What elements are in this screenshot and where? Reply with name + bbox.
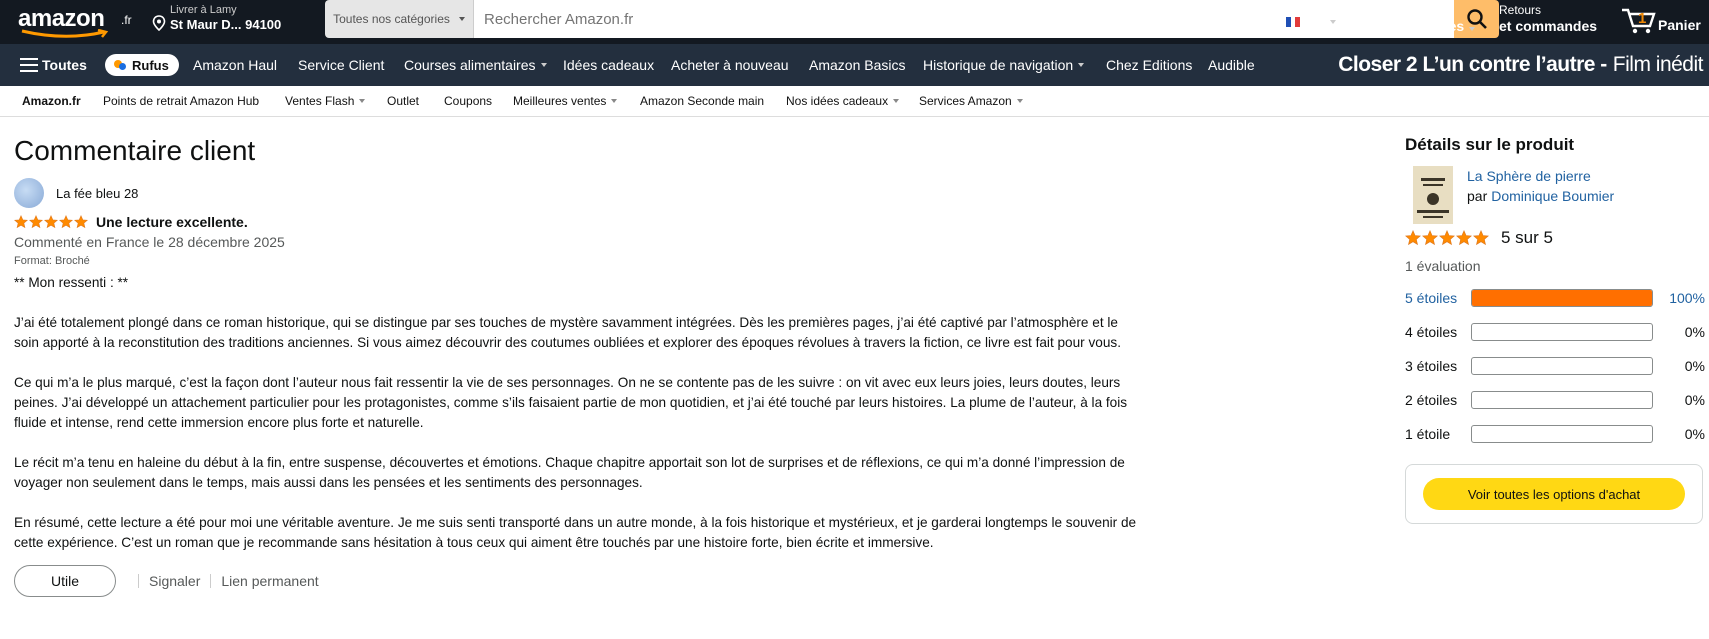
- review-date: Commenté en France le 28 décembre 2025: [14, 234, 285, 250]
- nav-item-acheter-nouveau[interactable]: Acheter à nouveau: [671, 57, 789, 73]
- histogram-bar: [1471, 357, 1653, 375]
- amazon-logo[interactable]: amazon .fr: [18, 3, 138, 39]
- cart-count: 1: [1638, 10, 1647, 27]
- permalink-link[interactable]: Lien permanent: [221, 573, 319, 589]
- review-body: [14, 273, 1144, 553]
- nav-item-audible[interactable]: Audible: [1208, 57, 1255, 73]
- subnav-item-coupons[interactable]: Coupons: [444, 94, 493, 108]
- chevron-down-icon: [893, 99, 899, 103]
- top-header: [0, 0, 1709, 44]
- account-lists[interactable]: Bonjour Editions Compte et listes: [1356, 3, 1475, 35]
- nav-item-amazon-haul[interactable]: Amazon Haul: [193, 57, 278, 73]
- nav-item-service-client[interactable]: Service Client: [298, 57, 385, 73]
- star-icon: [59, 215, 73, 229]
- histogram-percent: 0%: [1684, 324, 1705, 340]
- report-link[interactable]: Signaler: [149, 573, 201, 589]
- review-title-row: [14, 214, 1144, 230]
- divider: [138, 574, 139, 588]
- subnav-item-ventes-flash[interactable]: Ventes Flash: [285, 86, 365, 116]
- histogram-bar: [1471, 323, 1653, 341]
- rating-text: 5 sur 5: [1501, 228, 1553, 247]
- avatar: [14, 178, 44, 208]
- histogram-row: [1405, 424, 1705, 444]
- subnav-item-meilleures-ventes[interactable]: Meilleures ventes: [513, 86, 617, 116]
- chevron-down-icon: [541, 63, 547, 67]
- star-icon: [44, 215, 58, 229]
- subnav-item-nos-idees[interactable]: Nos idées cadeaux: [786, 86, 899, 116]
- histogram-label: 4 étoiles: [1405, 324, 1458, 340]
- subnav-item-points-retrait[interactable]: Points de retrait Amazon Hub: [103, 94, 260, 108]
- smile-icon: [20, 29, 110, 39]
- nav-rufus[interactable]: Rufus: [105, 44, 179, 86]
- language-selector[interactable]: FR: [1286, 14, 1336, 29]
- rufus-icon: [113, 58, 127, 72]
- divider: [210, 574, 211, 588]
- histogram-label: 2 étoiles: [1405, 392, 1458, 408]
- nav-item-idees-cadeaux[interactable]: Idées cadeaux: [563, 57, 655, 73]
- helpful-button[interactable]: Utile: [14, 565, 116, 597]
- review-title: Une lecture excellente.: [96, 214, 248, 230]
- chevron-down-icon: [1078, 63, 1084, 67]
- subnav-item-amazon-fr[interactable]: Amazon.fr: [22, 94, 81, 108]
- review-paragraph: Le récit m’a tenu en haleine du début à la fin, entre suspense, découvertes et émotions. Chaque chapitre apportait son lot de surprises et de réflexions, ce qui m’a donné l’impression de voyager non seulement dans le temps, mais aussi dans les pensées et les sentiments des personnages.: [14, 455, 1125, 490]
- deliver-to[interactable]: [152, 3, 281, 33]
- nav-item-courses[interactable]: Courses alimentaires: [404, 44, 547, 86]
- review-actions: [14, 565, 1144, 597]
- histogram-row: [1405, 390, 1705, 410]
- author-link[interactable]: Dominique Boumier: [1491, 188, 1615, 204]
- histogram-row: [1405, 356, 1705, 376]
- subnav-item-seconde-main[interactable]: Amazon Seconde main: [640, 94, 765, 108]
- star-icon: [1405, 230, 1421, 246]
- histogram-percent: 0%: [1684, 426, 1705, 442]
- search-category-select[interactable]: Toutes nos catégories: [325, 0, 474, 38]
- rating-stars: [14, 215, 88, 229]
- histogram-percent: 0%: [1684, 392, 1705, 408]
- review-paragraph: ** Mon ressenti : **: [14, 275, 129, 290]
- star-icon: [1439, 230, 1455, 246]
- nav-all-menu[interactable]: Toutes: [20, 44, 87, 86]
- nav-item-amazon-basics[interactable]: Amazon Basics: [809, 57, 906, 73]
- review-format: Format: Broché: [14, 255, 90, 267]
- nav-item-chez-editions[interactable]: Chez Editions: [1106, 57, 1193, 73]
- product-sidebar: [1405, 134, 1705, 524]
- product-info: La Sphère de pierre par Dominique Boumier: [1405, 166, 1705, 224]
- deliver-line1: Livrer à Lamy: [170, 4, 237, 16]
- histogram-bar: [1471, 425, 1653, 443]
- buy-box: [1405, 464, 1703, 524]
- france-flag-icon: [1286, 17, 1300, 27]
- star-icon: [1473, 230, 1489, 246]
- ratings-count: 1 évaluation: [1405, 258, 1481, 274]
- chevron-down-icon: [359, 99, 365, 103]
- cart-label: Panier: [1658, 17, 1701, 33]
- main-nav: [0, 44, 1709, 86]
- histogram-row[interactable]: [1405, 288, 1705, 308]
- product-title-link[interactable]: La Sphère de pierre: [1467, 168, 1591, 184]
- chevron-down-icon: [1330, 20, 1336, 24]
- rating-stars: [1405, 230, 1489, 246]
- nav-item-historique[interactable]: Historique de navigation: [923, 44, 1084, 86]
- star-icon: [29, 215, 43, 229]
- histogram-label: 5 étoiles: [1405, 290, 1458, 306]
- histogram-bar-fill: [1472, 290, 1652, 306]
- product-rating: [1405, 228, 1705, 248]
- star-icon: [74, 215, 88, 229]
- subnav-item-outlet[interactable]: Outlet: [387, 94, 420, 108]
- subnav-item-services[interactable]: Services Amazon: [919, 86, 1023, 116]
- reviewer-profile[interactable]: [14, 178, 1144, 208]
- histogram-bar: [1471, 289, 1653, 307]
- book-cover-image[interactable]: [1413, 166, 1453, 224]
- location-pin-icon: [152, 15, 166, 31]
- page-title: Commentaire client: [14, 135, 256, 166]
- deliver-line2: St Maur D... 94100: [170, 17, 282, 32]
- chevron-down-icon: [611, 99, 617, 103]
- review-paragraph: En résumé, cette lecture a été pour moi une véritable aventure. Je me suis senti transporté dans un autre monde, à la fois historique et mystérieux, et je garderai longtemps le souvenir de cette expérience. C’est un roman que je recommande sans hésitation à tous ceux qui aiment être touchés par une histoire forte, bien écrite et immersive.: [14, 515, 1137, 550]
- review-paragraph: J’ai été totalement plongé dans ce roman historique, qui se distingue par ses touches de mystère savamment intégrées. Dès les premières pages, j’ai été captivé par l’atmosphère et le soin apporté à la reconstitution des traditions anciennes. Si vous aimez découvrir des coutumes oubliées et explorer des époques révolues à travers la fiction, ce livre est fait pour vous.: [14, 315, 1121, 350]
- review-paragraph: Ce qui m’a le plus marqué, c’est la façon dont l’auteur nous fait ressentir la vie de ses personnages. On ne se contente pas de les suivre : on vit avec eux leurs joies, leurs doutes, leurs peines. J’ai développé un attachement particulier pour les protagonistes, comme s’ils faisaient partie de mon quotidien, et j’ai été touché par leurs histoires. La plume de l’auteur, à la fois fluide et intense, rend cette immersion encore plus forte et naturelle.: [14, 375, 1128, 430]
- sub-nav: [0, 86, 1709, 117]
- chevron-down-icon: [1469, 27, 1475, 31]
- reviewer-name: La fée bleu 28: [56, 185, 139, 201]
- rating-histogram: [1405, 288, 1705, 444]
- star-icon: [1422, 230, 1438, 246]
- histogram-percent: 0%: [1684, 358, 1705, 374]
- cart-button[interactable]: [1620, 2, 1709, 40]
- chevron-down-icon: [459, 17, 465, 21]
- product-heading: Détails sur le produit: [1405, 135, 1575, 154]
- star-icon: [1456, 230, 1472, 246]
- returns-orders[interactable]: Retours et commandes: [1499, 3, 1598, 34]
- histogram-label: 3 étoiles: [1405, 358, 1458, 374]
- chevron-down-icon: [1017, 99, 1023, 103]
- histogram-row: [1405, 322, 1705, 342]
- see-buying-options-button[interactable]: Voir toutes les options d'achat: [1423, 478, 1685, 510]
- review-section: [14, 134, 1144, 597]
- histogram-bar: [1471, 391, 1653, 409]
- star-icon: [14, 215, 28, 229]
- promo-banner[interactable]: Closer 2 L’un contre l’autre - Film inédit: [1338, 53, 1703, 76]
- histogram-label: 1 étoile: [1405, 426, 1451, 442]
- histogram-percent: 100%: [1669, 290, 1705, 306]
- hamburger-icon: [20, 58, 38, 72]
